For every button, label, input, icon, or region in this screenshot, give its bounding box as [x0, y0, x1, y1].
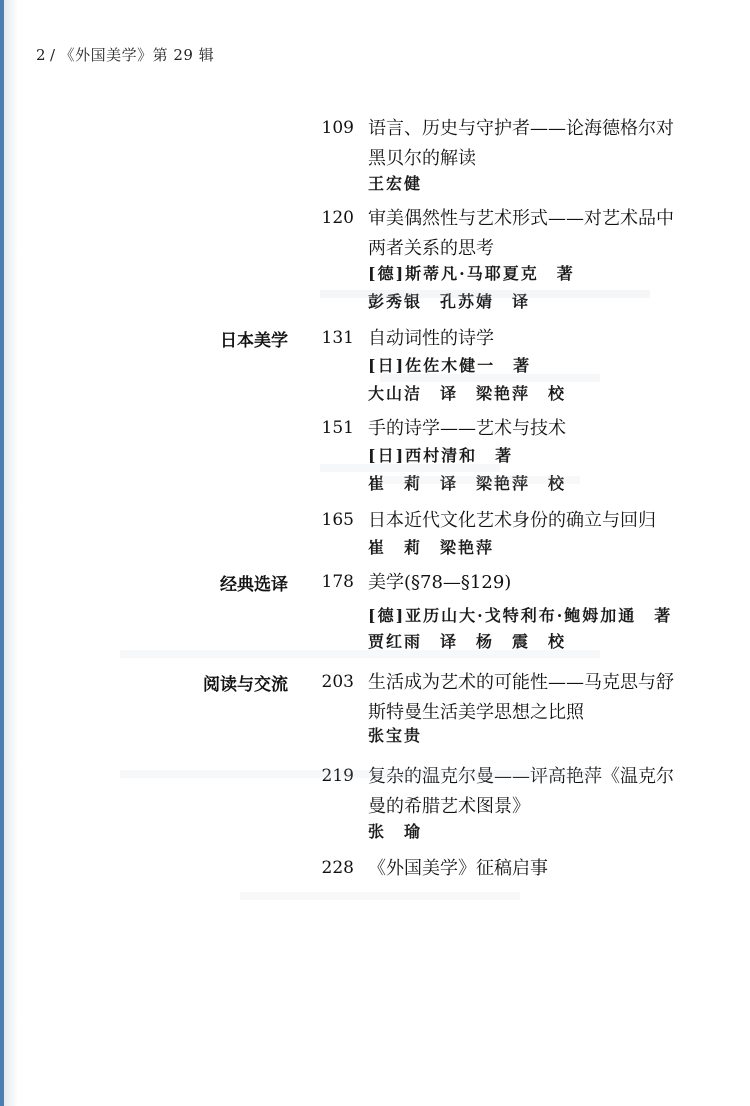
entry-author: 崔 莉 梁艳萍 [368, 538, 495, 557]
entry-author: 张 瑜 [368, 822, 423, 841]
section-heading: 经典选译 [220, 575, 288, 595]
section-heading: 阅读与交流 [203, 675, 288, 695]
entry-page-number: 131 [321, 328, 354, 348]
entry-title: 手的诗学——艺术与技术 [368, 418, 566, 439]
section-heading: 日本美学 [220, 331, 288, 351]
entry-author: [德]斯蒂凡·马耶夏克 著 [368, 264, 575, 283]
entry-author: 张宝贵 [368, 726, 423, 745]
entry-author: [日]西村清和 著 [368, 446, 514, 465]
entry-author: [德]亚历山大·戈特利布·鲍姆加通 著 [368, 606, 673, 625]
entry-page-number: 219 [321, 766, 354, 786]
entry-author: [日]佐佐木健一 著 [368, 356, 532, 375]
entry-translator: 彭秀银 孔苏婧 译 [368, 292, 531, 311]
entry-title: 自动词性的诗学 [368, 328, 494, 349]
entry-page-number: 120 [321, 208, 354, 228]
entry-title: 审美偶然性与艺术形式——对艺术品中两者关系的思考 [368, 208, 674, 259]
entry-translator: 崔 莉 译 梁艳萍 校 [368, 474, 567, 493]
entry-page-number: 228 [321, 858, 354, 878]
binding-shadow [4, 0, 18, 1106]
entry-page-number: 203 [321, 672, 354, 692]
header-page-number: 2 [36, 46, 47, 64]
entry-title: 复杂的温克尔曼——评高艳萍《温克尔曼的希腊艺术图景》 [368, 766, 674, 817]
entry-title: 日本近代文化艺术身份的确立与回归 [368, 510, 656, 531]
entry-title: 美学(§78—§129) [368, 572, 512, 593]
entry-translator: 大山洁 译 梁艳萍 校 [368, 384, 567, 403]
entry-page-number: 165 [321, 510, 354, 530]
header-separator: / [50, 46, 56, 64]
running-header [36, 44, 214, 65]
entry-page-number: 151 [321, 418, 354, 438]
entry-page-number: 109 [321, 118, 354, 138]
entry-title: 《外国美学》征稿启事 [368, 858, 548, 879]
header-journal-title: 《外国美学》第 29 辑 [59, 46, 215, 64]
entry-author: 王宏健 [368, 174, 423, 193]
entry-page-number: 178 [321, 572, 354, 592]
entry-title: 生活成为艺术的可能性——马克思与舒斯特曼生活美学思想之比照 [368, 672, 674, 723]
entry-translator: 贾红雨 译 杨 震 校 [368, 632, 567, 651]
entry-title: 语言、历史与守护者——论海德格尔对黑贝尔的解读 [368, 118, 674, 169]
